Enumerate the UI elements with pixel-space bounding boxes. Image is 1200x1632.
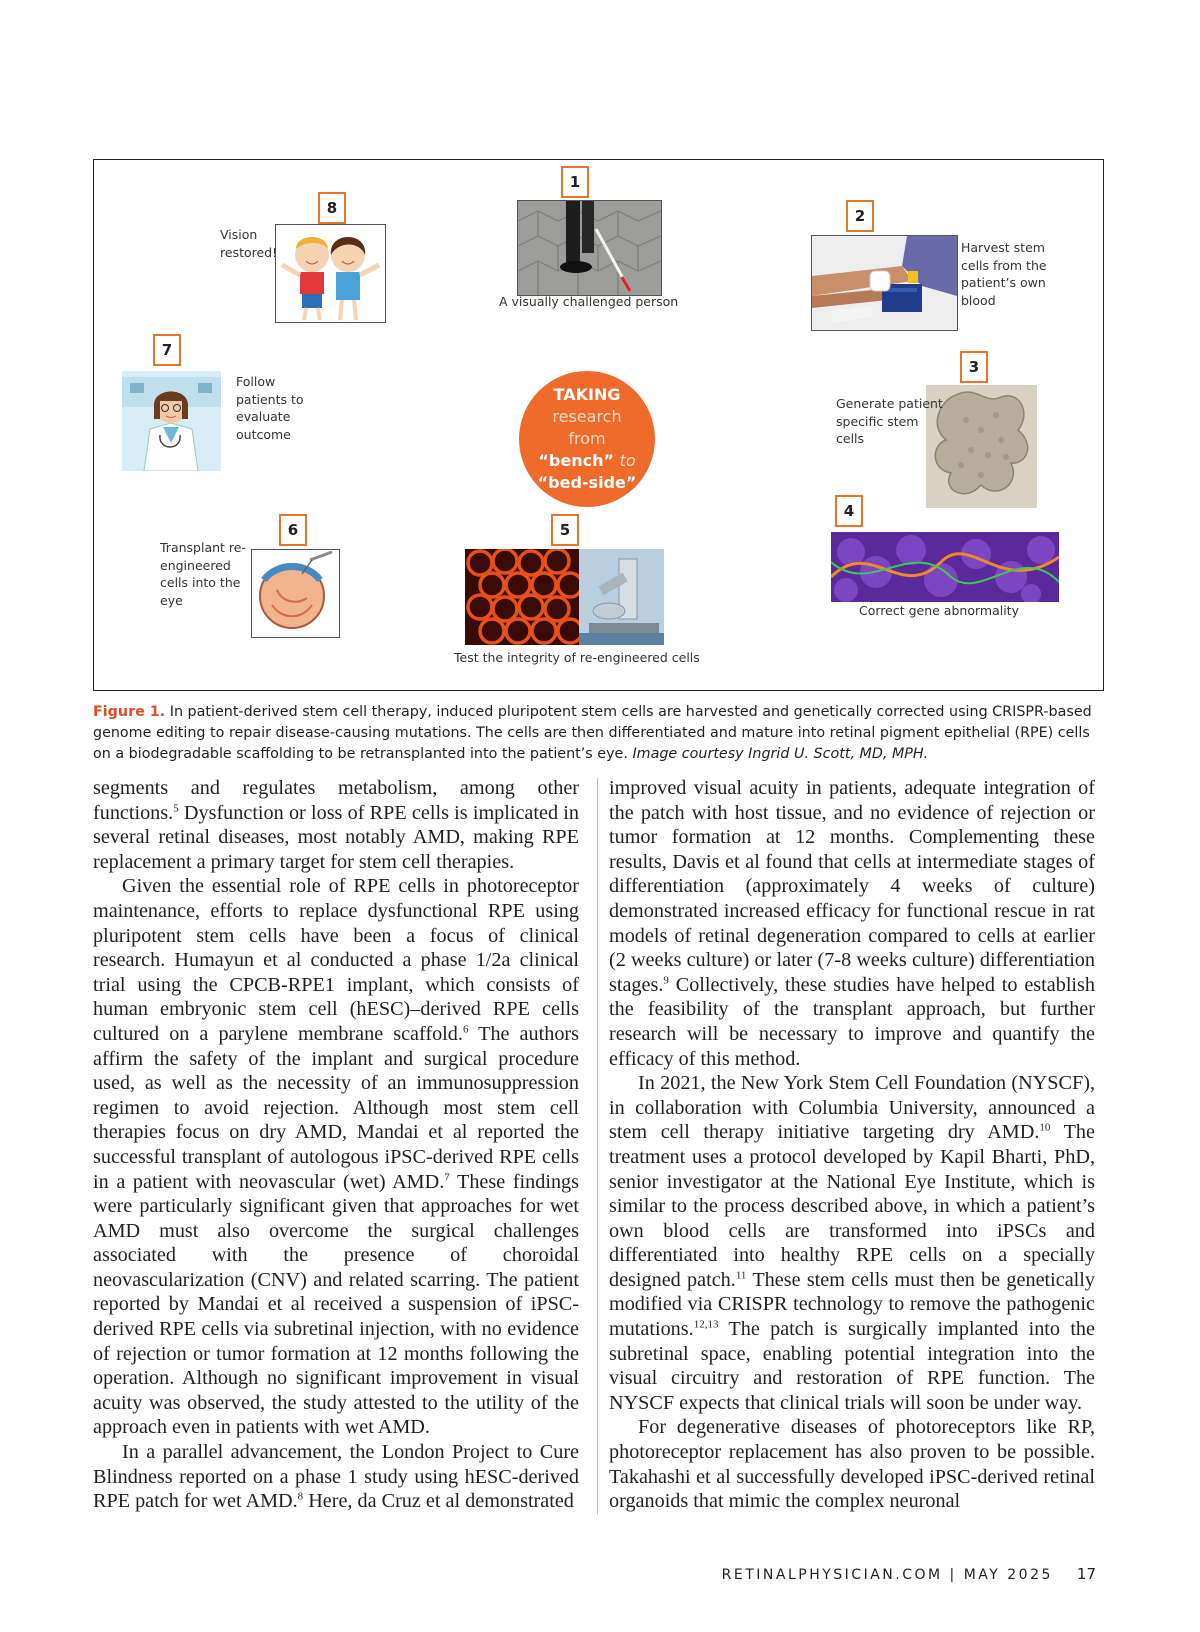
page-number: 17: [1076, 1565, 1096, 1583]
right-paragraph-2: In 2021, the New York Stem Cell Foundation (NYSCF), in collaboration with Columbia University, announced a stem cell therapy initiative targeting dry AMD.$^{10}$ The treatment uses a protocol developed by Kapil Bharti, PhD, senior investigator at the National Eye Institute, which is similar to the process described above, in which a patient’s own blood cells are transformed into iPSCs and differentiated into healthy RPE cells on a specially designed patch.$^{11}$ These stem cells must then be genetically modified via CRISPR technology to remove the pathogenic mutations.$^{12,13}$ The patch is surgically implanted into the subretinal space, enabling potential integration into the visual circuitry and restoration of RPE function. The NYSCF expects that clinical trials will soon be under way.: [609, 1072, 1095, 1414]
visually-challenged-person-image: [517, 200, 662, 296]
left-column: [93, 776, 579, 1514]
center-line-3: from: [568, 429, 606, 448]
step-1-label: A visually challenged person: [499, 294, 679, 309]
center-line-4a: “bench”: [538, 451, 614, 470]
figure-caption: [93, 702, 1103, 765]
doctor-image: [122, 371, 221, 471]
right-paragraph-1: improved visual acuity in patients, adequate integration of the patch with host tissue, and no evidence of rejection or tumor formation at 12 months. Complementing these results, Davis et al found that cells at intermediate stages of differentiation (approximately 4 weeks of culture) demonstrated increased efficacy for functional rescue in rat models of retinal degeneration compared to cells at earlier (2 weeks culture) or later (7-8 weeks culture) differentiation stages.$^9$ Collectively, these studies have helped to establish the feasibility of the transplant approach, but further research will be necessary to improve and quantify the efficacy of this method.: [609, 777, 1095, 1070]
center-line-1: TAKING: [553, 385, 621, 404]
footer-publication: RETINALPHYSICIAN.COM | MAY 2025: [721, 1567, 1053, 1583]
bench-to-bedside-circle: [519, 371, 655, 507]
blood-draw-image: [811, 235, 958, 331]
eye-transplant-image: [251, 549, 340, 638]
left-paragraph-1: segments and regulates metabolism, among other functions.$^5$ Dysfunction or loss of RPE cells is implicated in several retinal diseases, most notably AMD, making RPE replacement a primary target for stem cell therapies.: [93, 777, 579, 873]
microscope-image: [579, 549, 664, 645]
step-8-label: Vision restored!: [220, 227, 278, 260]
step-number-1: 1: [561, 166, 589, 198]
right-paragraph-3: For degenerative diseases of photoreceptors like RP, photoreceptor replacement has also proven to be possible. Takahashi et al successfully developed iPSC-derived retinal organoids that mimic the complex neuronal: [609, 1416, 1095, 1513]
step-5-label: Test the integrity of re-engineered cells: [454, 650, 700, 665]
step-number-4: 4: [835, 495, 863, 527]
step-4-label: Correct gene abnormality: [859, 603, 1019, 618]
step-number-7: 7: [153, 334, 181, 366]
step-6-label: Transplant re-engineered cells into the eye: [160, 540, 246, 608]
step-2-label: Harvest stem cells from the patient’s own blood: [961, 240, 1047, 308]
step-number-6: 6: [279, 514, 307, 546]
rpe-cells-microscopy-image: [465, 549, 579, 645]
caption-credit: Image courtesy Ingrid U. Scott, MD, MPH.: [632, 746, 929, 762]
step-number-8: 8: [318, 192, 346, 224]
figure-1: [93, 159, 1104, 691]
center-line-4b: to: [619, 451, 636, 470]
center-line-5: “bed-side”: [537, 473, 637, 492]
step-3-label: Generate patient specific stem cells: [836, 396, 943, 446]
gene-correction-image: [831, 532, 1059, 602]
step-7-label: Follow patients to evaluate outcome: [236, 374, 304, 442]
step-number-2: 2: [846, 200, 874, 232]
page-footer: [722, 1565, 1096, 1583]
caption-label: Figure 1.: [93, 704, 166, 720]
caption-text: In patient-derived stem cell therapy, induced pluripotent stem cells are harvested and genetically corrected using CRISPR-based genome editing to repair disease-causing mutations. The cells are then differentiated and mature into retinal pigment epithelial (RPE) cells on a biodegradable scaffolding to be retransplanted into the patient’s eye.: [93, 704, 1092, 762]
left-paragraph-2: Given the essential role of RPE cells in photoreceptor maintenance, efforts to replace dysfunctional RPE using pluripotent stem cells have been a focus of clinical research. Humayun et al conducted a phase 1/2a clinical trial using the CPCB-RPE1 implant, which consists of human embryonic stem cell (hESC)–derived RPE cells cultured on a parylene membrane scaffold.$^6$ The authors affirm the safety of the implant and surgical procedure used, as well as the necessity of an immunosuppression regimen to avoid rejection. Although most stem cell therapies focus on dry AMD, Mandai et al reported the successful transplant of autologous iPSC-derived RPE cells in a patient with neovascular (wet) AMD.$^7$ These findings were particularly significant given that approaches for wet AMD must also overcome the surgical challenges associated with the presence of choroidal neovascularization (CNV) and related scarring. The patient reported by Mandai et al received a suspension of iPSC-derived RPE cells via subretinal injection, with no evidence of rejection or tumor formation at 12 months following the operation. Although no significant improvement in visual acuity was observed, the study attested to the utility of the approach even in patients with wet AMD.: [93, 875, 579, 1439]
center-line-2: research: [552, 407, 622, 426]
step-number-5: 5: [551, 514, 579, 546]
step-number-3: 3: [960, 351, 988, 383]
vision-restored-children-image: [275, 224, 386, 323]
column-divider: [597, 778, 598, 1514]
right-column: [609, 776, 1095, 1514]
left-paragraph-3: In a parallel advancement, the London Project to Cure Blindness reported on a phase 1 study using hESC-derived RPE patch for wet AMD.$^8$ Here, da Cruz et al demonstrated: [93, 1441, 579, 1513]
